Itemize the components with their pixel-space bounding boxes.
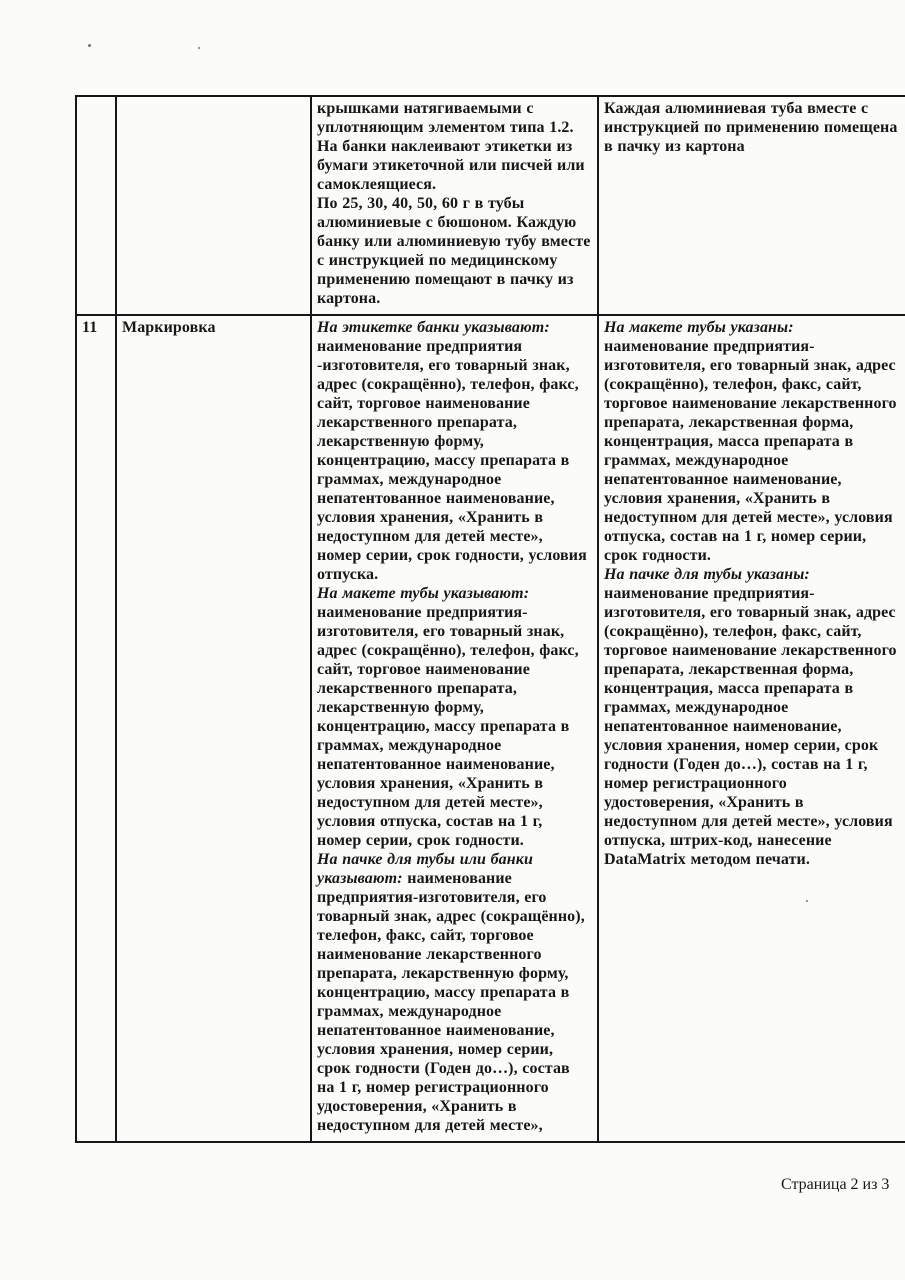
scan-speck [198, 47, 200, 49]
scan-speck [88, 44, 91, 47]
row-text-left-cell [311, 96, 598, 315]
text-segment: По 25, 30, 40, 50, 60 г в тубы алюминиевые с бюшоном. Каждую банку или алюминиевую тубу вместе с инструкцией по медицинскому применению помещают в пачку из картона. [317, 195, 591, 307]
text-segment-italic: На пачке для тубы указаны: [604, 566, 810, 583]
text-segment: наименование предприятия-изготовителя, его товарный знак, адрес (сокращённо), телефон, факс, сайт, торговое наименование лекарственного препарата, лекарственная форма, концентрация, масса препарата в граммах, международное непатентованное наименование, условия хранения, номер серии, срок годности (Годен до…), состав на 1 г, номер регистрационного удостоверения, «Хранить в недоступном для детей месте», условия отпуска, штрих-код, нанесение DataMatrix методом печати. [604, 585, 897, 868]
spec-table [75, 95, 905, 1143]
row-number-cell: 11 [76, 315, 116, 1142]
text-segment: наименование предприятия-изготовителя, его товарный знак, адрес (сокращённо), телефон, факс, сайт, торговое наименование лекарственного препарата, лекарственную форму, концентрацию, массу препарата в граммах, международное непатентованное наименование, условия хранения, «Хранить в недоступном для детей месте», условия отпуска, состав на 1 г, номер серии, срок годности. [317, 604, 579, 849]
text-segment-italic: На пачке для тубы или банки указывают: [317, 851, 533, 887]
text-segment-italic: На макете тубы указывают: [317, 585, 530, 602]
page-number: Страница 2 из 3 [781, 1176, 890, 1193]
text-segment: наименование предприятия-изготовителя, его товарный знак, адрес (сокращённо), телефон, факс, сайт, торговое наименование лекарственного препарата, лекарственная форма, концентрация, масса препарата в граммах, международное непатентованное наименование, условия хранения, «Хранить в недоступном для детей месте», условия отпуска, состав на 1 г, номер серии, срок годности. [604, 338, 897, 564]
table-row [76, 96, 905, 315]
text-segment: наименование предприятия -изготовителя, его товарный знак, адрес (сокращённо), телефон, факс, сайт, торговое наименование лекарственного препарата, лекарственную форму, концентрацию, массу препарата в граммах, международное непатентованное наименование, условия хранения, «Хранить в недоступном для детей месте», номер серии, срок годности, условия отпуска. [317, 338, 587, 583]
text-segment-italic: На этикетке банки указывают: [317, 319, 550, 336]
spec-table-container [75, 95, 905, 1143]
text-segment: крышками натягиваемыми с уплотняющим элементом типа 1.2. На банки наклеивают этикетки из бумаги этикеточной или писчей или самоклеящиеся. [317, 100, 585, 193]
table-row [76, 315, 905, 1142]
text-segment: наименование предприятия-изготовителя, его товарный знак, адрес (сокращённо), телефон, факс, сайт, торговое наименование лекарственного препарата, лекарственную форму, концентрацию, массу препарата в граммах, международное непатентованное наименование, условия хранения, номер серии, срок годности (Годен до…), состав на 1 г, номер регистрационного удостоверения, «Хранить в недоступном для детей месте», [317, 870, 585, 1134]
row-topic-cell [116, 96, 311, 315]
row-text-right-cell [598, 315, 905, 1142]
text-segment: Каждая алюминиевая туба вместе с инструкцией по применению помещена в пачку из картона [604, 100, 898, 155]
row-topic-cell: Маркировка [116, 315, 311, 1142]
row-text-right-cell [598, 96, 905, 315]
row-text-left-cell [311, 315, 598, 1142]
text-segment-italic: На макете тубы указаны: [604, 319, 794, 336]
row-number-cell [76, 96, 116, 315]
